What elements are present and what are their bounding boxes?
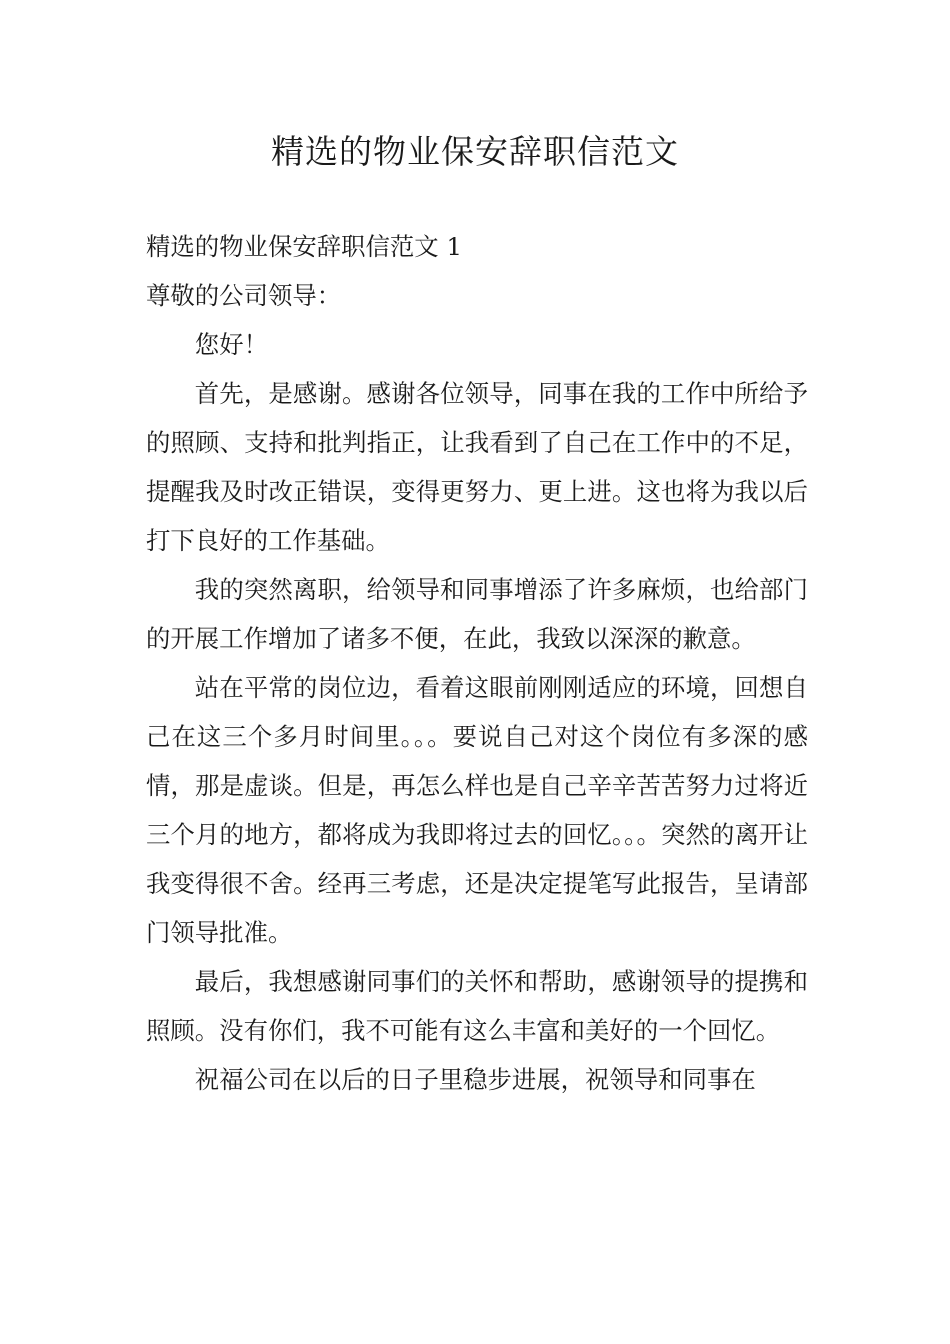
greeting: 您好！: [194, 330, 268, 359]
paragraph-blessing: 祝福公司在以后的日子里稳步进展，祝领导和同事在: [194, 1065, 756, 1094]
document-body: [146, 222, 808, 1104]
salutation: 尊敬的公司领导：: [146, 281, 342, 310]
paragraph-reflection: 站在平常的岗位边，看着这眼前刚刚适应的环境，回想自己在这三个多月时间里。。。要说自己对这个岗位有多深的感情，那是虚谈。但是，再怎么样也是自己辛辛苦苦努力过将近三个月的地方，都将成为我即将过去的回忆。。。突然的离开让我变得很不舍。经再三考虑，还是决定提笔写此报告，呈请部门领导批准。: [146, 673, 808, 947]
section-heading: 精选的物业保安辞职信范文 1: [146, 232, 462, 261]
paragraph-apology: 我的突然离职，给领导和同事增添了许多麻烦，也给部门的开展工作增加了诸多不便，在此，我致以深深的歉意。: [146, 575, 808, 653]
paragraph-gratitude: 最后，我想感谢同事们的关怀和帮助，感谢领导的提携和照顾。没有你们，我不可能有这么丰富和美好的一个回忆。: [146, 967, 808, 1045]
paragraph-thanks: 首先，是感谢。感谢各位领导，同事在我的工作中所给予的照顾、支持和批判指正，让我看到了自己在工作中的不足，提醒我及时改正错误，变得更努力、更上进。这也将为我以后打下良好的工作基础。: [146, 379, 808, 555]
document-title: 精选的物业保安辞职信范文: [271, 132, 679, 171]
